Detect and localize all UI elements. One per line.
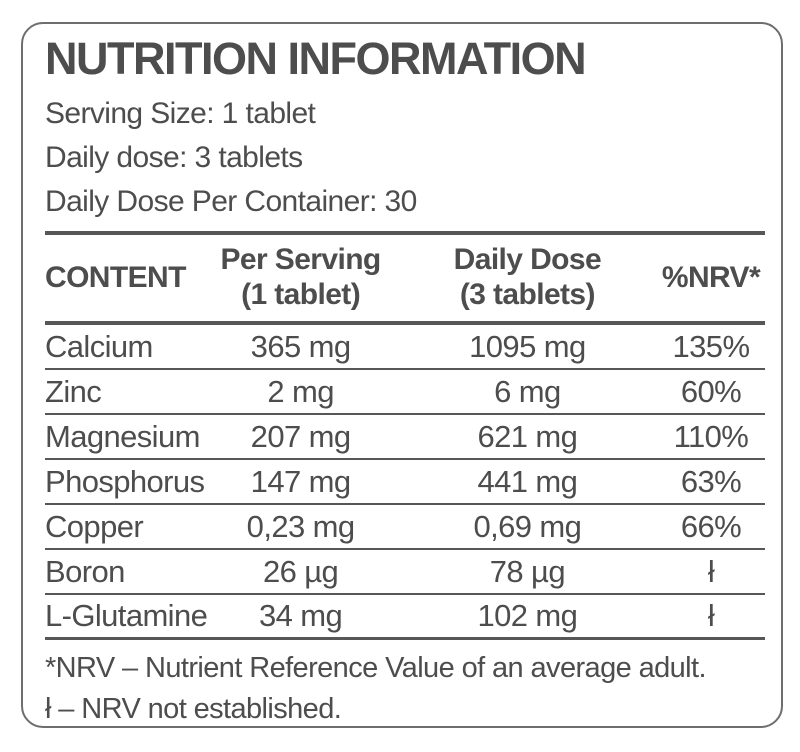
cell-per-serving: 147 mg [250, 463, 351, 499]
cell-per-serving: 365 mg [250, 328, 351, 364]
cell-daily-dose: 102 mg [477, 598, 578, 634]
cell-content: Copper [45, 508, 144, 544]
daily-dose-line: Daily dose: 3 tablets [45, 141, 303, 175]
daily-dose-per-container-line: Daily Dose Per Container: 30 [45, 185, 417, 219]
label-title: NUTRITION INFORMATION [45, 33, 586, 84]
serving-size-line: Serving Size: 1 tablet [45, 97, 316, 131]
cell-per-serving: 0,23 mg [246, 508, 355, 544]
cell-daily-dose: 441 mg [477, 463, 578, 499]
cell-per-serving: 26 µg [262, 553, 339, 589]
header-per-serving-line1: Per Serving [220, 243, 381, 277]
table-row-copper [45, 505, 765, 550]
cell-daily-dose: 6 mg [494, 373, 561, 409]
cell-daily-dose: 0,69 mg [473, 508, 582, 544]
cell-content: Zinc [45, 373, 102, 409]
table-row-boron [45, 550, 765, 595]
cell-per-serving: 2 mg [267, 373, 334, 409]
cell-daily-dose: 621 mg [477, 418, 578, 454]
cell-nrv: 60% [680, 373, 742, 409]
header-daily-dose-line1: Daily Dose [453, 243, 602, 277]
cell-per-serving: 34 mg [259, 598, 343, 634]
table-header-row [45, 235, 765, 325]
table-row-l-glutamine [45, 595, 765, 640]
cell-nrv: 63% [680, 463, 742, 499]
header-per-serving [203, 242, 397, 312]
cell-content: L-Glutamine [45, 598, 208, 634]
cell-nrv: 135% [672, 328, 750, 364]
header-daily-dose [398, 242, 657, 312]
table-row-calcium [45, 325, 765, 370]
cell-content: Magnesium [45, 418, 200, 454]
header-daily-dose-line2: (3 tablets) [459, 278, 595, 312]
nutrition-label-panel [21, 22, 783, 728]
cell-nrv: 110% [673, 418, 749, 454]
table-row-zinc [45, 370, 765, 415]
cell-nrv: 66% [680, 508, 742, 544]
cell-daily-dose: 1095 mg [469, 328, 586, 364]
nutrition-table [45, 231, 765, 640]
cell-nrv: ł [707, 553, 715, 589]
cell-content: Calcium [45, 328, 153, 364]
cell-per-serving: 207 mg [250, 418, 351, 454]
footnotes [45, 648, 765, 730]
header-nrv: %NRV* [661, 260, 761, 294]
cell-daily-dose: 78 µg [489, 553, 565, 589]
header-per-serving-line2: (1 tablet) [241, 278, 361, 312]
cell-nrv: ł [707, 598, 715, 634]
header-content: CONTENT [45, 260, 186, 294]
footnote-not-established: ł – NRV not established. [45, 693, 342, 726]
table-row-magnesium [45, 415, 765, 460]
cell-content: Boron [45, 553, 125, 589]
table-row-phosphorus [45, 460, 765, 505]
cell-content: Phosphorus [45, 463, 205, 499]
footnote-nrv-definition: *NRV – Nutrient Reference Value of an average adult. [45, 652, 706, 685]
